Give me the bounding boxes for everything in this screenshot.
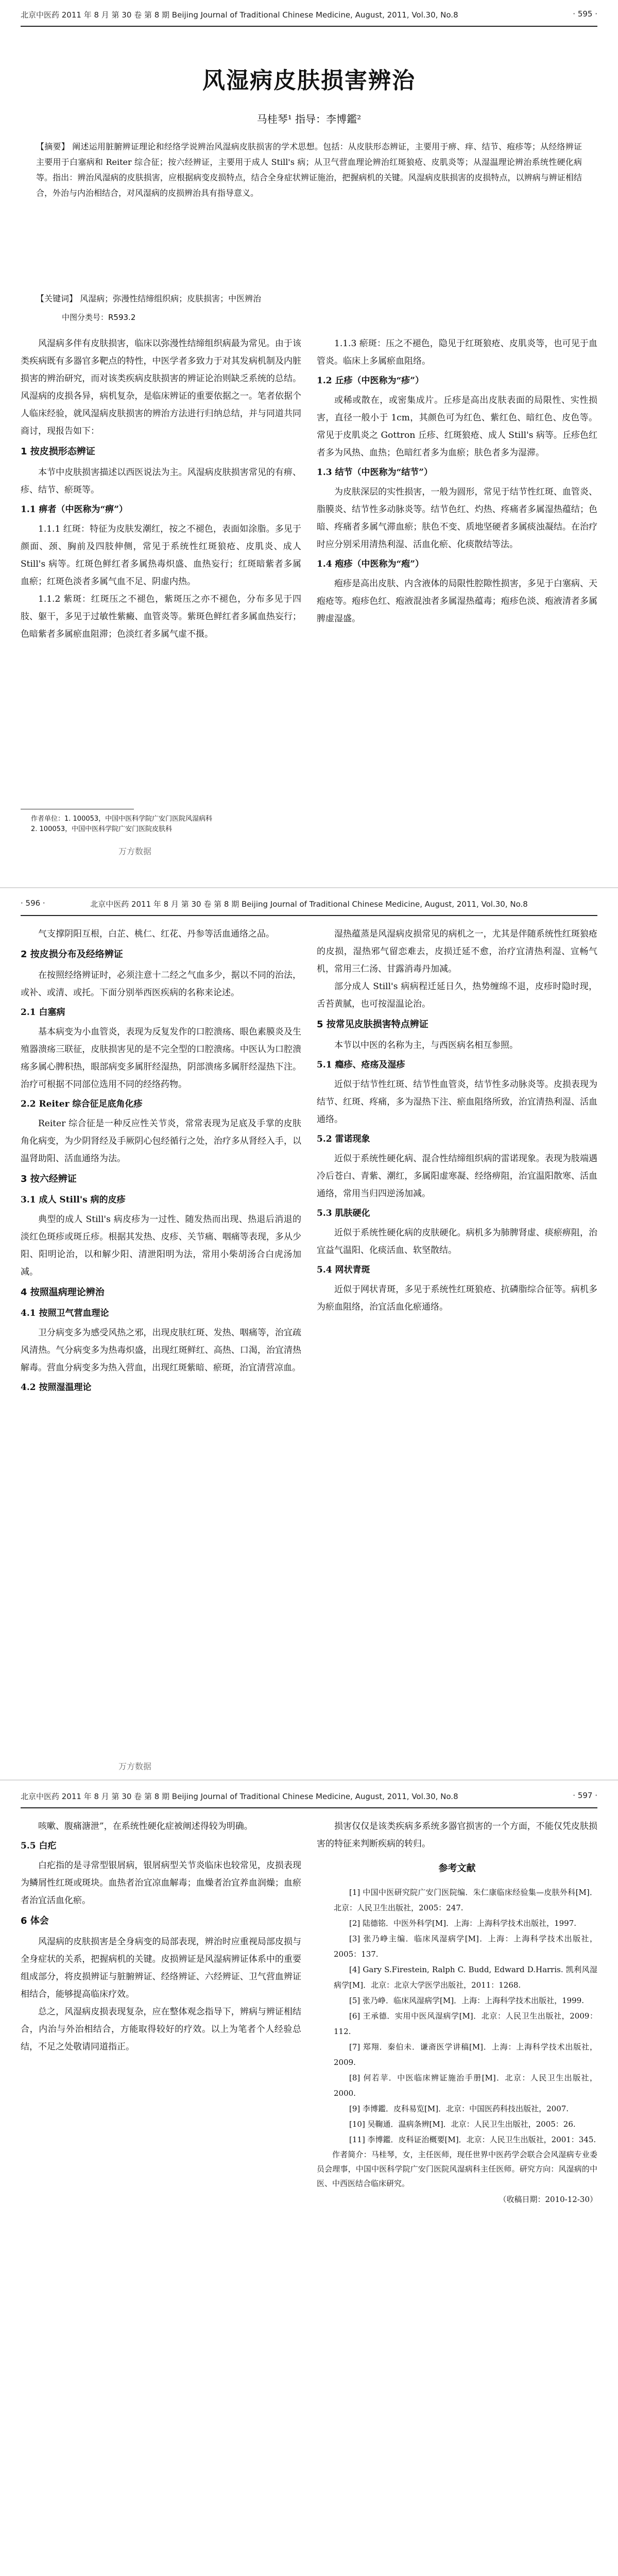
watermark: 万方数据 bbox=[118, 846, 152, 856]
paragraph: 近似于系统性硬化病的皮肤硬化。病机多为肺脾肾虚、痰瘀痹阻，治宜益气温阳、化痰活血、软坚散结。 bbox=[317, 1228, 597, 1256]
header-journal: 北京中医药 2011 年 8 月 第 30 卷 第 8 期 Beijing Journal of Traditional Chinese Medicine, August, 2011, Vol.30, No.8 bbox=[21, 10, 458, 20]
paragraph: 本节中皮肤损害描述以西医说法为主。风湿病皮肤损害常见的有痹、疹、结节、瘀斑等。 bbox=[21, 467, 301, 495]
page-2 bbox=[0, 889, 618, 1780]
section-heading: 5.2 雷诺现象 bbox=[317, 1134, 370, 1144]
section-heading: 3 按六经辨证 bbox=[21, 1174, 77, 1184]
header-rule bbox=[21, 1807, 597, 1808]
section-heading: 4.1 按照卫气营血理论 bbox=[21, 1308, 109, 1318]
paragraph: 在按照经络辨证时，必须注意十二经之气血多少，据以不同的治法，或补、或清、或托。下面分别举西医疾病的名称来论述。 bbox=[21, 970, 301, 998]
references-heading: 参考文献 bbox=[438, 1863, 476, 1874]
article-title: 风湿病皮肤损害辨治 bbox=[202, 67, 416, 94]
header-journal: 北京中医药 2011 年 8 月 第 30 卷 第 8 期 Beijing Journal of Traditional Chinese Medicine, August, 2011, Vol.30, No.8 bbox=[21, 1792, 458, 1801]
section-heading: 1.3 结节（中医称为“结节”） bbox=[317, 467, 433, 478]
paragraph: 近似于系统性硬化病、混合性结缔组织病的雷诺现象。表现为肢端遇冷后苍白、青紫、潮红，多属阳虚寒凝、经络痹阻，治宜温阳散寒、活血通络，常用当归四逆汤加减。 bbox=[317, 1154, 597, 1199]
section-heading: 1.4 疱疹（中医称为“疱”） bbox=[317, 559, 424, 569]
section-heading: 4 按照温病理论辨治 bbox=[21, 1287, 105, 1298]
body-column-right bbox=[317, 335, 597, 850]
paragraph: 白疕指的是寻常型银屑病，银屑病型关节炎临床也较常见，皮损表现为鳞屑性红斑或斑块。血热者治宜凉血解毒；血燥者治宜养血润燥；血瘀者治宜活血化瘀。 bbox=[21, 1860, 301, 1906]
keywords: 【关键词】 风湿病；弥漫性结缔组织病；皮肤损害；中医辨治 bbox=[36, 294, 262, 303]
reference-item: [1] 中国中医研究院广安门医院编．朱仁康临床经验集—皮肤外科[M]．北京：人民卫生出版社，2005：247. bbox=[334, 1888, 597, 1912]
paragraph: 为皮肤深层的实性损害，一般为圆形，常见于结节性红斑、血管炎、脂膜炎、结节性多动脉炎等。结节色红、灼热、疼痛者多属湿热蕴结；色暗、疼痛者多属气滞血瘀；肤色不变、质地坚硬者多属痰浊凝结。在治疗时应分别采用清热利湿、活血化瘀、化痰散结等法。 bbox=[317, 487, 597, 550]
paragraph: 损害仅仅是该类疾病多系统多器官损害的一个方面，不能仅凭皮肤损害的特征来判断疾病的转归。 bbox=[317, 1821, 597, 1849]
section-heading: 5.3 肌肤硬化 bbox=[317, 1208, 370, 1218]
paragraph: 本节以中医的名称为主，与西医病名相互参照。 bbox=[334, 1040, 518, 1050]
paragraph: 风湿病多伴有皮肤损害，临床以弥漫性结缔组织病最为常见。由于该类疾病既有多器官多靶点的特性，中医学者多致力于对其发病机制及内脏损害的辨治研究，而对该类疾病皮肤损害的辨证论治则缺乏系统的总结。风湿病的皮损各异，病机复杂，是临床辨证的重要依据之一。笔者依据个人临床经验，就风湿病皮肤损害的辨治方法进行归纳总结，并与同道共同商讨，现报告如下： bbox=[21, 338, 301, 436]
section-heading: 5 按常见皮肤损害特点辨证 bbox=[317, 1019, 428, 1030]
header-page-number: · 596 · bbox=[21, 899, 45, 908]
paragraph: 1.1.2 紫斑：红斑压之不褪色，紫斑压之亦不褪色，分布多见于四肢、躯干，多见于过敏性紫癜、血管炎等。紫斑色鲜红者多属血热妄行；色暗紫者多属瘀血阻滞；色淡红者多属气虚不摄。 bbox=[21, 594, 301, 639]
paragraph: 气支撑阴阳互根，白芷、桃仁、红花、丹参等活血通络之品。 bbox=[38, 929, 274, 939]
section-heading: 3.1 成人 Still's 病的皮疹 bbox=[21, 1195, 126, 1205]
article-authors: 马桂琴¹ 指导：李博鑑² bbox=[256, 113, 362, 125]
paragraph: 1.1.1 红斑：特征为皮肤发潮红，按之不褪色，表面如涂脂。多见于颜面、颈、胸前及四肢伸侧，常见于系统性红斑狼疮、皮肌炎、成人 Still's 病等。红斑色鲜红者多属热毒炽盛、血热妄行；红斑暗紫者多属血瘀；红斑色淡者多属气血不足、阴虚内热。 bbox=[21, 524, 301, 587]
page-3 bbox=[0, 1782, 618, 2576]
section-heading: 6 体会 bbox=[21, 1916, 49, 1926]
paragraph: 典型的成人 Still's 病皮疹为一过性、随发热而出现、热退后消退的淡红色斑疹或斑丘疹。根据其发热、皮疹、关节痛、咽痛等表现，多从少阳、阳明论治，以和解少阳、清泄阳明为法，常用小柴胡汤合白虎汤加减。 bbox=[21, 1214, 301, 1277]
classification-number: 中图分类号：R593.2 bbox=[62, 313, 136, 322]
page-1 bbox=[0, 0, 618, 887]
body-column-left bbox=[21, 335, 301, 799]
paragraph: 部分成人 Still's 病病程迁延日久，热势缠绵不退，皮疹时隐时现，舌苔黄腻，也可按湿温论治。 bbox=[317, 981, 597, 1009]
page-separator bbox=[0, 887, 618, 888]
paragraph: 疱疹是高出皮肤、内含液体的局限性腔隙性损害，多见于白塞病、天疱疮等。疱疹色红、疱液混浊者多属湿热蕴毒；疱疹色淡、疱液清者多属脾虚湿盛。 bbox=[317, 579, 597, 624]
paragraph: 卫分病变多为感受风热之邪，出现皮肤红斑、发热、咽痛等，治宜疏风清热。气分病变多为热毒炽盛，出现红斑鲜红、高热、口渴，治宜清热解毒。营血分病变多为热入营血，出现红斑紫暗、瘀斑，治宜清营凉血。 bbox=[21, 1328, 301, 1373]
reference-item: [2] 陆德铭．中医外科学[M]．上海：上海科学技术出版社，1997. bbox=[349, 1919, 577, 1928]
author-bio: 作者简介：马桂琴，女，主任医师，现任世界中医药学会联合会风湿病专业委员会理事，中国中医科学院广安门医院风湿病科主任医师。研究方向：风湿病的中医、中西医结合临床研究。 bbox=[317, 2150, 597, 2188]
paragraph: 咳嗽、腹痛溏泄”，在系统性硬化症被阐述得较为明确。 bbox=[38, 1821, 253, 1832]
section-heading: 5.1 瘾疹、疮疡及湿疹 bbox=[317, 1060, 405, 1070]
reference-item: [3] 张乃峥主编．临床风湿病学[M]．上海：上海科学技术出版社，2005：137. bbox=[334, 1934, 597, 1959]
reference-item: [8] 何若苹．中医临床辨证施治手册[M]．北京：人民卫生出版社，2000. bbox=[334, 2073, 597, 2098]
header-page-number: · 595 · bbox=[573, 9, 597, 19]
reference-item: [4] Gary S.Firestein, Ralph C. Budd, Edward D.Harris. 凯利风湿病学[M]．北京：北京大学医学出版社，2011：1268. bbox=[334, 1965, 597, 1990]
paragraph: 近似于结节性红斑、结节性血管炎，结节性多动脉炎等。皮损表现为结节、红斑、疼痛，多为湿热下注、瘀血阻络所致，治宜清热利湿、活血通络。 bbox=[317, 1079, 597, 1125]
footnote-affiliation bbox=[31, 814, 299, 835]
body-column-right bbox=[317, 1818, 597, 2576]
reference-item: [11] 李博鑑．皮科证治概要[M]．北京：人民卫生出版社，2001：345. bbox=[349, 2135, 596, 2144]
paragraph: 近似于网状青斑，多见于系统性红斑狼疮、抗磷脂综合征等。病机多为瘀血阻络，治宜活血化瘀通络。 bbox=[317, 1284, 597, 1312]
running-header bbox=[21, 899, 597, 914]
section-heading: 1 按皮损形态辨证 bbox=[21, 446, 95, 457]
received-date: （收稿日期：2010-12-30） bbox=[499, 2195, 597, 2204]
body-column-left bbox=[21, 1818, 301, 2576]
section-heading: 2 按皮损分布及经络辨证 bbox=[21, 949, 123, 960]
paragraph: 风湿病的皮肤损害是全身病变的局部表现，辨治时应重视局部皮损与全身症状的关系，把握病机的关键。皮损辨证是风湿病辨证体系中的重要组成部分，将皮损辨证与脏腑辨证、经络辨证、六经辨证、卫气营血辨证相结合，能够提高临床疗效。 bbox=[21, 1937, 301, 1999]
header-rule bbox=[21, 26, 597, 27]
running-header bbox=[21, 9, 597, 25]
reference-list bbox=[317, 1885, 597, 2147]
footnote-line-2: 2. 100053，中国中医科学院广安门医院皮肤科 bbox=[31, 825, 173, 833]
paragraph: 1.1.3 瘀斑：压之不褪色，隐见于红斑狼疮、皮肌炎等，也可见于血管炎。临床上多属瘀血阻络。 bbox=[317, 338, 597, 366]
reference-item: [9] 李博鑑．皮科易览[M]．北京：中国医药科技出版社，2007. bbox=[349, 2104, 569, 2113]
abstract: 【摘要】 阐述运用脏腑辨证理论和经络学说辨治风湿病皮肤损害的学术思想。包括：从皮肤形态辨证，主要用于痹、痒、结节、疱疹等；从经络辨证主要用于白塞病和 Reiter 综合征；按六经辨证，主要用于成人 Still's 病；从卫气营血理论辨治红斑狼疮、皮肌炎等；从湿温理论辨治系统性硬化病等。指出：辨治风湿病的皮肤损害，应根据病变皮损特点，结合全身症状辨证施治，把握病机的关键。风湿病皮肤损害的皮损特点，以辨病与辨证相结合，外治与内治相结合，对风湿病的皮损辨治具有指导意义。 bbox=[36, 142, 582, 198]
reference-item: [10] 吴鞠通．温病条辨[M]．北京：人民卫生出版社，2005：26. bbox=[349, 2120, 576, 2129]
paragraph: Reiter 综合征是一种反应性关节炎，常常表现为足底及手掌的皮肤角化病变，为少阴肾经及手厥阴心包经循行之处，治疗多从肾经入手，以温肾助阳、活血通络为法。 bbox=[21, 1118, 301, 1164]
watermark: 万方数据 bbox=[118, 1761, 152, 1771]
reference-item: [5] 张乃峥．临床风湿病学[M]．上海：上海科学技术出版社，1999. bbox=[349, 1996, 585, 2005]
header-journal: 北京中医药 2011 年 8 月 第 30 卷 第 8 期 Beijing Journal of Traditional Chinese Medicine, August, 2011, Vol.30, No.8 bbox=[90, 900, 528, 909]
section-heading: 2.1 白塞病 bbox=[21, 1007, 65, 1018]
reference-item: [7] 郑翔．秦伯未．谦斋医学讲稿[M]．上海：上海科学技术出版社，2009. bbox=[334, 2042, 597, 2067]
page-separator bbox=[0, 1780, 618, 1781]
body-column-right bbox=[317, 925, 597, 1744]
paragraph: 或稀或散在，或密集成片。丘疹是高出皮肤表面的局限性、实性损害，直径一般小于 1cm，其颜色可为红色、紫红色、暗红色、皮色等。常见于皮肌炎之 Gottron 丘疹、红斑狼疮、成人 Still's 病等。丘疹色红者多为风热、血热；色暗红者多为血瘀；肤色者多为湿滞。 bbox=[317, 395, 597, 458]
section-heading: 1.1 痹者（中医称为“痹”） bbox=[21, 504, 128, 515]
section-heading: 2.2 Reiter 综合征足底角化疹 bbox=[21, 1099, 143, 1109]
section-heading: 5.5 白疕 bbox=[21, 1841, 57, 1851]
paragraph: 湿热蕴蒸是风湿病皮损常见的病机之一，尤其是伴随系统性红斑狼疮的皮损，湿热邪气留恋难去，皮损迁延不愈，治疗宜清热利湿、宣畅气机，常用三仁汤、甘露消毒丹加减。 bbox=[317, 929, 597, 974]
reference-item: [6] 王承德．实用中医风湿病学[M]．北京：人民卫生出版社，2009：112. bbox=[334, 2011, 597, 2036]
body-column-left bbox=[21, 925, 301, 1744]
footnote-line-1: 作者单位：1. 100053，中国中医科学院广安门医院风湿病科 bbox=[31, 815, 213, 823]
section-heading: 5.4 网状青斑 bbox=[317, 1265, 370, 1275]
paragraph: 总之，风湿病皮损表现复杂，应在整体观念指导下，辨病与辨证相结合，内治与外治相结合，方能取得较好的疗效。以上为笔者个人经验总结，不足之处敬请同道指正。 bbox=[21, 2007, 301, 2052]
header-rule bbox=[21, 915, 597, 916]
section-heading: 1.2 丘疹（中医称为“疹”） bbox=[317, 376, 424, 386]
paragraph: 基本病变为小血管炎，表现为反复发作的口腔溃疡、眼色素膜炎及生殖器溃疡三联征，皮肤损害见的是不完全型的口腔溃疡。中医认为口腔溃疡多属心脾积热，眼部病变多属肝经湿热，阴部溃疡多属肝经湿热下注。治疗可根据不同部位选用不同的经络药物。 bbox=[21, 1027, 301, 1090]
section-heading: 4.2 按照湿温理论 bbox=[21, 1382, 92, 1393]
header-page-number: · 597 · bbox=[573, 1791, 597, 1800]
running-header bbox=[21, 1791, 597, 1806]
